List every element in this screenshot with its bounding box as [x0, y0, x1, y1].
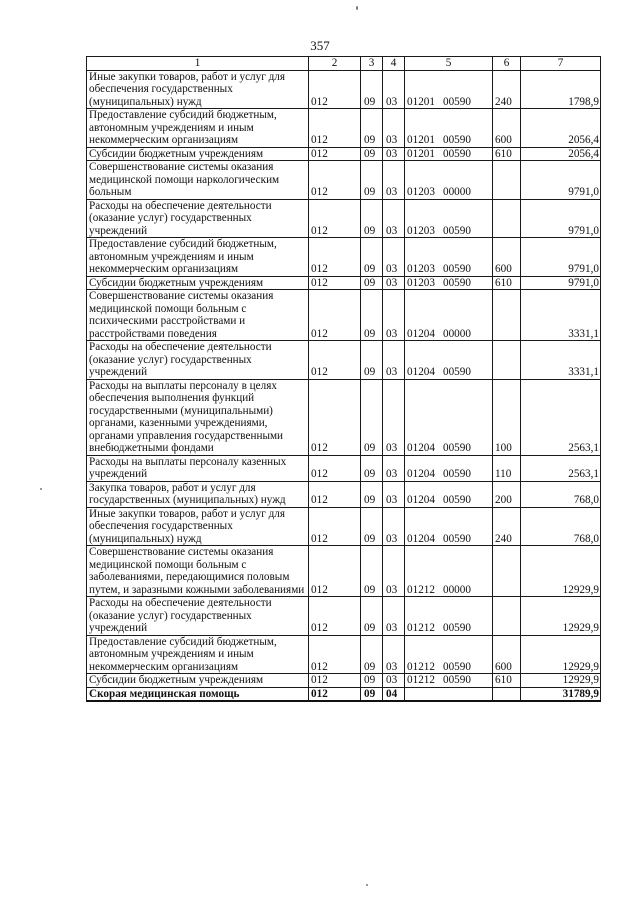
target-article-code [405, 687, 493, 701]
expense-type-code [493, 546, 521, 597]
header-col-2: 2 [309, 57, 361, 71]
table-row [87, 238, 601, 277]
amount: 3331,1 [521, 341, 601, 380]
ministry-code: 012 [309, 597, 361, 636]
header-row [87, 57, 601, 71]
target-article-code [405, 481, 493, 507]
ministry-code: 012 [309, 635, 361, 674]
expense-type-code: 200 [493, 481, 521, 507]
header-col-5: 5 [405, 57, 493, 71]
section-code: 09 [361, 635, 383, 674]
target-article-program: 01204 [407, 532, 435, 545]
section-code: 09 [361, 687, 383, 701]
target-article-code [405, 455, 493, 481]
expense-type-code: 110 [493, 455, 521, 481]
target-article-program: 01203 [407, 186, 435, 198]
target-article-code [405, 199, 493, 238]
amount: 768,0 [521, 481, 601, 507]
target-article-program: 01204 [407, 494, 435, 506]
subsection-code: 04 [383, 687, 405, 701]
expense-type-code: 100 [493, 379, 521, 455]
expense-type-code: 610 [493, 147, 521, 161]
target-article-program: 01201 [407, 147, 435, 160]
table-row [87, 290, 601, 341]
table-row [87, 674, 601, 688]
table-row [87, 147, 601, 161]
subsection-code: 03 [383, 674, 405, 688]
ministry-code: 012 [309, 109, 361, 148]
target-article-program: 01212 [407, 622, 435, 634]
target-article-direction: 00590 [442, 134, 471, 146]
target-article-program: 01203 [407, 263, 435, 275]
target-article-direction: 00000 [442, 186, 471, 198]
target-article-code [405, 635, 493, 674]
table-row [87, 161, 601, 200]
target-article-program: 01204 [407, 366, 435, 378]
ministry-code: 012 [309, 276, 361, 290]
row-name: Иные закупки товаров, работ и услуг для обеспечения государственных (муниципальных) нужд [87, 507, 309, 546]
scan-speck [366, 884, 368, 886]
target-article-program: 01212 [407, 660, 435, 673]
amount: 31789,9 [521, 687, 601, 701]
amount: 1798,9 [521, 70, 601, 109]
subsection-code: 03 [383, 546, 405, 597]
target-article-program: 01212 [407, 674, 435, 686]
target-article-code [405, 674, 493, 688]
table-row [87, 276, 601, 290]
ministry-code: 012 [309, 238, 361, 277]
budget-table [86, 56, 601, 702]
scan-speck [356, 6, 358, 10]
ministry-code: 012 [309, 455, 361, 481]
subsection-code: 03 [383, 341, 405, 380]
target-article-program: 01204 [407, 468, 435, 480]
header-col-3: 3 [361, 57, 383, 71]
subsection-code: 03 [383, 455, 405, 481]
row-name: Совершенствование системы оказания медицинской помощи больным с заболеваниями, передающимися половым путем, и заразными кожными заболеваниями [87, 546, 309, 597]
section-code: 09 [361, 70, 383, 109]
subsection-code: 03 [383, 481, 405, 507]
table-row [87, 70, 601, 109]
target-article-program: 01203 [407, 276, 435, 289]
target-article-program: 01204 [407, 327, 435, 340]
header-col-1: 1 [87, 57, 309, 71]
target-article-program: 01204 [407, 442, 435, 454]
target-article-direction: 00590 [442, 224, 471, 237]
table-row [87, 341, 601, 380]
subsection-code: 03 [383, 238, 405, 277]
row-name: Расходы на выплаты персоналу в целях обеспечения выполнения функций государственными (муниципальными) органами, казенными учреждениями, органами управления государственными внебюджетными фондами [87, 379, 309, 455]
target-article-direction: 00590 [442, 147, 471, 160]
expense-type-code [493, 597, 521, 636]
row-name: Закупка товаров, работ и услуг для государственных (муниципальных) нужд [87, 481, 309, 507]
subsection-code: 03 [383, 635, 405, 674]
target-article-code [405, 109, 493, 148]
expense-type-code: 240 [493, 507, 521, 546]
target-article-direction: 00590 [442, 532, 471, 545]
header-col-6: 6 [493, 57, 521, 71]
expense-type-code: 610 [493, 674, 521, 688]
target-article-code [405, 290, 493, 341]
amount: 12929,9 [521, 635, 601, 674]
target-article-direction: 00590 [442, 468, 471, 480]
expense-type-code: 600 [493, 109, 521, 148]
header-col-7: 7 [521, 57, 601, 71]
ministry-code: 012 [309, 290, 361, 341]
section-code: 09 [361, 455, 383, 481]
row-name: Совершенствование системы оказания медицинской помощи больным с психическими расстройствами и расстройствами поведения [87, 290, 309, 341]
expense-type-code: 610 [493, 276, 521, 290]
ministry-code: 012 [309, 687, 361, 701]
section-code: 09 [361, 481, 383, 507]
table-row [87, 635, 601, 674]
table-body [87, 70, 601, 701]
section-code: 09 [361, 161, 383, 200]
ministry-code: 012 [309, 674, 361, 688]
row-name: Расходы на обеспечение деятельности (оказание услуг) государственных учреждений [87, 199, 309, 238]
target-article-program: 01203 [407, 224, 435, 237]
table-row [87, 597, 601, 636]
amount: 2563,1 [521, 379, 601, 455]
expense-type-code [493, 199, 521, 238]
header-col-4: 4 [383, 57, 405, 71]
table-row [87, 109, 601, 148]
subsection-code: 03 [383, 109, 405, 148]
amount: 2563,1 [521, 455, 601, 481]
target-article-direction: 00590 [442, 674, 471, 686]
amount: 3331,1 [521, 290, 601, 341]
ministry-code: 012 [309, 199, 361, 238]
section-code: 09 [361, 507, 383, 546]
target-article-program: 01201 [407, 134, 435, 146]
target-article-direction: 00590 [442, 366, 471, 378]
section-code: 09 [361, 109, 383, 148]
scan-speck [40, 488, 42, 490]
target-article-direction: 00590 [442, 442, 471, 454]
target-article-code [405, 341, 493, 380]
ministry-code: 012 [309, 341, 361, 380]
row-name: Предоставление субсидий бюджетным, автономным учреждениям и иным некоммерческим организациям [87, 238, 309, 277]
amount: 768,0 [521, 507, 601, 546]
target-article-code [405, 276, 493, 290]
subsection-code: 03 [383, 507, 405, 546]
subsection-code: 03 [383, 597, 405, 636]
table-row [87, 455, 601, 481]
section-code: 09 [361, 238, 383, 277]
ministry-code: 012 [309, 507, 361, 546]
expense-type-code: 600 [493, 238, 521, 277]
target-article-code [405, 70, 493, 109]
section-code: 09 [361, 290, 383, 341]
row-name: Субсидии бюджетным учреждениям [87, 674, 309, 688]
section-code: 09 [361, 597, 383, 636]
row-name: Предоставление субсидий бюджетным, автономным учреждениям и иным некоммерческим организациям [87, 635, 309, 674]
subsection-code: 03 [383, 161, 405, 200]
target-article-direction: 00590 [442, 95, 471, 108]
expense-type-code: 600 [493, 635, 521, 674]
amount: 9791,0 [521, 199, 601, 238]
target-article-program: 01201 [407, 95, 435, 108]
target-article-direction: 00590 [442, 276, 471, 289]
table-row [87, 199, 601, 238]
section-code: 09 [361, 674, 383, 688]
target-article-direction: 00590 [442, 494, 471, 506]
ministry-code: 012 [309, 70, 361, 109]
subsection-code: 03 [383, 70, 405, 109]
table-row [87, 379, 601, 455]
row-name: Скорая медицинская помощь [87, 687, 309, 701]
target-article-direction: 00590 [442, 263, 471, 275]
expense-type-code [493, 161, 521, 200]
subsection-code: 03 [383, 199, 405, 238]
target-article-direction: 00590 [442, 660, 471, 673]
table-row [87, 481, 601, 507]
target-article-code [405, 597, 493, 636]
amount: 9791,0 [521, 161, 601, 200]
target-article-code [405, 147, 493, 161]
amount: 9791,0 [521, 276, 601, 290]
target-article-code [405, 546, 493, 597]
target-article-code [405, 238, 493, 277]
expense-type-code: 240 [493, 70, 521, 109]
amount: 9791,0 [521, 238, 601, 277]
ministry-code: 012 [309, 481, 361, 507]
row-name: Иные закупки товаров, работ и услуг для обеспечения государственных (муниципальных) нужд [87, 70, 309, 109]
row-name: Совершенствование системы оказания медицинской помощи наркологическим больным [87, 161, 309, 200]
expense-type-code [493, 687, 521, 701]
ministry-code: 012 [309, 379, 361, 455]
row-name: Расходы на выплаты персоналу казенных учреждений [87, 455, 309, 481]
row-name: Субсидии бюджетным учреждениям [87, 147, 309, 161]
row-name: Субсидии бюджетным учреждениям [87, 276, 309, 290]
table-row [87, 546, 601, 597]
target-article-program: 01212 [407, 583, 435, 596]
subsection-code: 03 [383, 379, 405, 455]
ministry-code: 012 [309, 546, 361, 597]
amount: 12929,9 [521, 674, 601, 688]
target-article-direction: 00000 [442, 583, 471, 596]
section-code: 09 [361, 341, 383, 380]
row-name: Расходы на обеспечение деятельности (оказание услуг) государственных учреждений [87, 341, 309, 380]
section-code: 09 [361, 199, 383, 238]
target-article-direction: 00000 [442, 327, 471, 340]
target-article-code [405, 379, 493, 455]
subsection-code: 03 [383, 276, 405, 290]
target-article-code [405, 161, 493, 200]
subsection-code: 03 [383, 290, 405, 341]
section-code: 09 [361, 276, 383, 290]
section-code: 09 [361, 546, 383, 597]
expense-type-code [493, 341, 521, 380]
row-name: Предоставление субсидий бюджетным, автономным учреждениям и иным некоммерческим организациям [87, 109, 309, 148]
row-name: Расходы на обеспечение деятельности (оказание услуг) государственных учреждений [87, 597, 309, 636]
amount: 12929,9 [521, 546, 601, 597]
section-code: 09 [361, 379, 383, 455]
amount: 2056,4 [521, 109, 601, 148]
target-article-code [405, 507, 493, 546]
table-row [87, 687, 601, 701]
amount: 12929,9 [521, 597, 601, 636]
table-row [87, 507, 601, 546]
subsection-code: 03 [383, 147, 405, 161]
ministry-code: 012 [309, 161, 361, 200]
target-article-direction: 00590 [442, 622, 471, 634]
amount: 2056,4 [521, 147, 601, 161]
page-number: 357 [310, 38, 330, 53]
expense-type-code [493, 290, 521, 341]
section-code: 09 [361, 147, 383, 161]
ministry-code: 012 [309, 147, 361, 161]
